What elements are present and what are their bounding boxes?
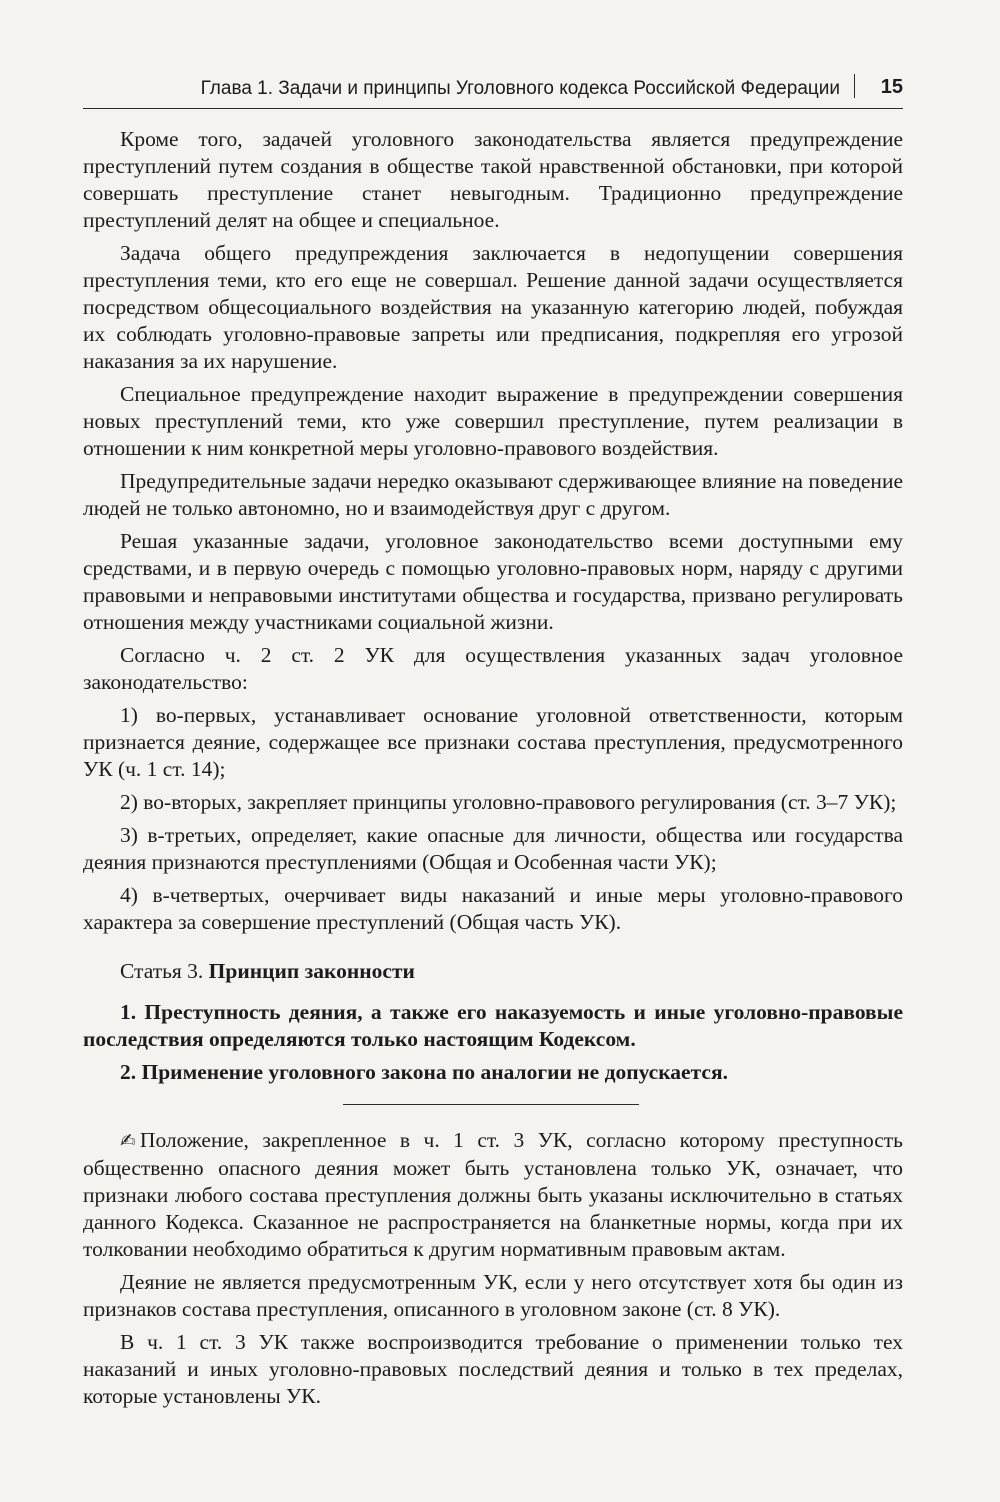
article-heading [83,958,903,985]
commentary-paragraph [83,1127,903,1263]
paragraph: Специальное предупреждение находит выражение в предупреждении совершения новых преступлений теми, кто уже совершил преступление, путем реализации в отношении к ним конкретной меры уголовно-правового воздействия. [83,382,903,460]
article-clause: 1. Преступность деяния, а также его наказуемость и иные уголовно-правовые последствия определяются только настоящим Кодексом. [83,1000,903,1051]
list-item: 4) в-четвертых, очерчивает виды наказаний и иные меры уголовно-правового характера за совершение преступлений (Общая часть УК). [83,883,903,934]
chapter-title: Глава 1. Задачи и принципы Уголовного кодекса Российской Федерации [200,78,840,99]
header-separator [854,74,856,98]
list-item: 1) во-первых, устанавливает основание уголовной ответственности, которым признается деяние, содержащее все признаки состава преступления, предусмотренного УК (ч. 1 ст. 14); [83,703,903,781]
page-number: 15 [880,76,903,98]
running-header [83,72,903,109]
page-content [83,126,903,1416]
paragraph: Задача общего предупреждения заключается в недопущении совершения преступления теми, кто его еще не совершал. Решение данной задачи осуществляется посредством общесоциального воздействия на указанную категорию людей, побуждая их соблюдать уголовно-правовые запреты или предписания, подкрепляя его угрозой наказания за их нарушение. [83,241,903,373]
paragraph: Согласно ч. 2 ст. 2 УК для осуществления указанных задач уголовное законодательство: [83,643,903,694]
section-divider [343,1104,639,1105]
paragraph: Кроме того, задачей уголовного законодательства является предупреждение преступлений путем создания в обществе такой нравственной обстановки, при которой совершать преступление станет невыгодным. Традиционно предупреждение преступлений делят на общее и специальное. [83,127,903,232]
commentary-paragraph: Деяние не является предусмотренным УК, если у него отсутствует хотя бы один из признаков состава преступления, описанного в уголовном законе (ст. 8 УК). [83,1270,903,1321]
article-clause: 2. Применение уголовного закона по аналогии не допускается. [120,1060,728,1084]
paragraph: Решая указанные задачи, уголовное законодательство всеми доступными ему средствами, и в первую очередь с помощью уголовно-правовых норм, наряду с другими правовыми и неправовыми институтами общества и государства, призвано регулировать отношения между участниками социальной жизни. [83,529,903,634]
article-label: Статья 3. [120,959,204,983]
list-item: 3) в-третьих, определяет, какие опасные для личности, общества или государства деяния признаются преступлениями (Общая и Особенная части УК); [83,823,903,874]
paragraph: Предупредительные задачи нередко оказывают сдерживающее влияние на поведение людей не только автономно, но и взаимодействуя друг с другом. [83,469,903,520]
pencil-note-icon: ✍ [120,1130,136,1152]
commentary-text: Положение, закрепленное в ч. 1 ст. 3 УК, согласно которому преступность общественно опасного деяния может быть установлена только УК, означает, что признаки любого состава преступления должны быть указаны исключительно в статьях данного Кодекса. Сказанное не распространяется на бланкетные нормы, когда при их толковании необходимо обратиться к другим нормативным правовым актам. [83,1128,903,1261]
article-name: Принцип законности [208,959,415,983]
commentary-paragraph: В ч. 1 ст. 3 УК также воспроизводится требование о применении только тех наказаний и иных уголовно-правовых последствий деяния и только в тех пределах, которые установлены УК. [83,1330,903,1408]
list-item: 2) во-вторых, закрепляет принципы уголовно-правового регулирования (ст. 3–7 УК); [120,790,897,814]
